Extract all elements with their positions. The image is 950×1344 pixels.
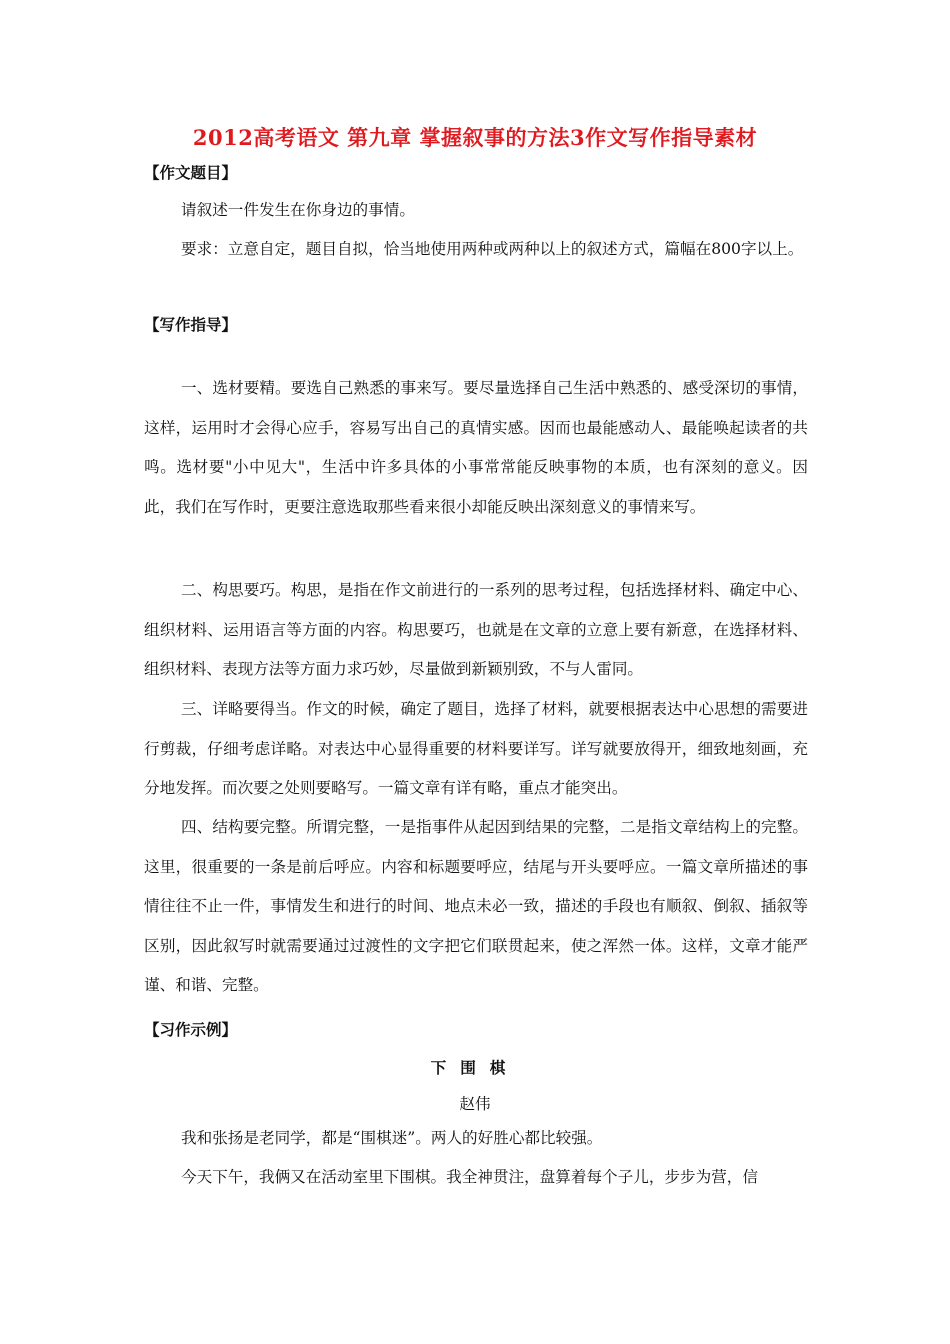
guidance-paragraph-2: 二、构思要巧。构思，是指在作文前进行的一系列的思考过程，包括选择材料、确定中心、组织材料、运用语言等方面的内容。构思要巧，也就是在文章的立意上要有新意，在选择材料、组织材料、表现方法等方面力求巧妙，尽量做到新颖别致，不与人雷同。 (144, 581, 808, 678)
guidance-paragraph-1: 一、选材要精。要选自己熟悉的事来写。要尽量选择自己生活中熟悉的、感受深切的事情，这样，运用时才会得心应手，容易写出自己的真情实感。因而也最能感动人、最能唤起读者的共鸣。选材要"小中见大"，生活中许多具体的小事常常能反映事物的本质，也有深刻的意义。因此，我们在写作时，更要注意选取那些看来很小却能反映出深刻意义的事情来写。 (144, 379, 808, 516)
heading-sample: 【习作示例】 (144, 1021, 238, 1039)
topic-requirement: 要求：立意自定，题目自拟，恰当地使用两种或两种以上的叙述方式，篇幅在800字以上。 (181, 240, 804, 258)
essay-paragraph-1: 我和张扬是老同学，都是“围棋迷”。两人的好胜心都比较强。 (181, 1129, 603, 1147)
heading-topic: 【作文题目】 (144, 164, 238, 182)
essay-paragraph-2: 今天下午，我俩又在活动室里下围棋。我全神贯注，盘算着每个子儿，步步为营，信 (181, 1168, 758, 1186)
heading-guidance: 【写作指导】 (144, 316, 238, 334)
essay-title: 下围棋 (430, 1059, 520, 1077)
essay-author: 赵伟 (459, 1095, 491, 1113)
guidance-paragraph-4: 四、结构要完整。所谓完整，一是指事件从起因到结果的完整，二是指文章结构上的完整。这里，很重要的一条是前后呼应。内容和标题要呼应，结尾与开头要呼应。一篇文章所描述的事情往往不止一件，事情发生和进行的时间、地点未必一致，描述的手段也有顺叙、倒叙、插叙等区别，因此叙写时就需要通过过渡性的文字把它们联贯起来，使之浑然一体。这样，文章才能严谨、和谐、完整。 (144, 818, 808, 994)
topic-prompt: 请叙述一件发生在你身边的事情。 (181, 201, 415, 219)
guidance-paragraph-3: 三、详略要得当。作文的时候，确定了题目，选择了材料，就要根据表达中心思想的需要进行剪裁，仔细考虑详略。对表达中心显得重要的材料要详写。详写就要放得开，细致地刻画，充分地发挥。而次要之处则要略写。一篇文章有详有略，重点才能突出。 (144, 700, 808, 797)
page-title: 2012高考语文 第九章 掌握叙事的方法3作文写作指导素材 (192, 125, 758, 150)
